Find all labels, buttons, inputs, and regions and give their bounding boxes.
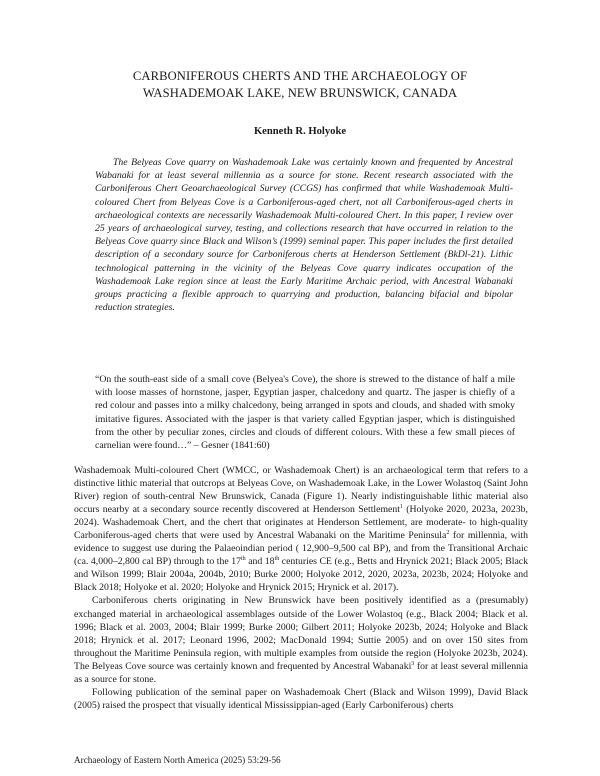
footnote-marker[interactable]: 3: [411, 660, 415, 667]
article-title: [60, 68, 540, 102]
paragraph-1: Washademoak Multi-coloured Chert (WMCC, or Washademoak Chert) is an archaeological term that refers to a distinctive lithic material that outcrops at Belyeas Cove, on Washademoak Lake, in the Lower Wolastoq (Saint John River) region of south-central New Brunswick, Canada (Figure 1). Nearly indistinguishable lithic material also occurs nearby at a secondary source recently discovered at Henderson Settlement$^1$ (Holyoke 2020, 2023a, 2023b, 2024). Washademoak Chert, and the chert that originates at Henderson Settlement, are moderate- to high-quality Carboniferous-aged cherts that were used by Ancestral Wabanaki on the Maritime Peninsula$^2$ for millennia, with evidence to suggest use during the Palaeoindian period ( 12,900–9,500 cal BP), and from the Transitional Archaic (ca. 4,000–2,800 cal BP) through to the 17th and 18th centuries CE (e.g., Betts and Hrynick 2021; Black 2005; Black and Wilson 1999; Blair 2004a, 2004b, 2010; Burke 2000; Holyoke 2012, 2020, 2023a, 2023b, 2024; Holyoke and Black 2018; Holyoke et al. 2020; Holyoke and Hrynick 2015; Hrynick et al. 2017).: [74, 465, 529, 594]
paragraph-2: Carboniferous cherts originating in New Brunswick have been positively identified as a (presumably) exchanged material in archaeological assemblages outside of the Lower Wolastoq (e.g., Black 2004; Black et al. 1996; Black et al. 2003, 2004; Blair 1999; Burke 2000; Gilbert 2011; Holyoke 2023b, 2024; Holyoke and Black 2018; Hrynick et al. 2017; Leonard 1996, 2002; MacDonald 1994; Suttie 2005) and on over 150 sites from throughout the Maritime Peninsula region, with multiple examples from outside the region (Holyoke 2023b, 2024). The Belyeas Cove source was certainly known and frequented by Ancestral Wabanaki$^3$ for at least several millennia as a source for stone.: [74, 595, 528, 685]
body-text: [74, 464, 528, 712]
title-line-1: CARBONIFEROUS CHERTS AND THE ARCHAEOLOGY OF: [132, 69, 468, 83]
author-name: Kenneth R. Holyoke: [253, 126, 347, 137]
footnote-marker[interactable]: 1: [399, 503, 403, 510]
footnote-marker[interactable]: 2: [446, 529, 450, 536]
abstract: The Belyeas Cove quarry on Washademoak Lake was certainly known and frequented by Ancestral Wabanaki for at least several millennia as a source for stone. Recent research associated with the Carboniferous Chert Geoarchaeological Survey (CCGS) has confirmed that while Washademoak Multi-coloured Chert from Belyeas Cove is a Carboniferous-aged chert, not all Carboniferous-aged cherts in archaeological contexts are necessarily Washademoak Multi-coloured Chert. In this paper, I review over 25 years of archaeological survey, testing, and collections research that have occurred in relation to the Belyeas Cove quarry since Black and Wilson’s (1999) seminal paper. This paper includes the first detailed description of a secondary source for Carboniferous cherts at Henderson Settlement (BkDl-21). Lithic technological patterning in the vicinity of the Belyeas Cove quarry indicates occupation of the Washademoak Lake region since at least the Early Maritime Archaic period, with Ancestral Wabanaki groups practicing a flexible approach to quarrying and production, balancing bifacial and bipolar reduction strategies.: [95, 157, 513, 314]
title-line-2: WASHADEMOAK LAKE, NEW BRUNSWICK, CANADA: [142, 86, 458, 100]
journal-citation-footer: Archaeology of Eastern North America (2025) 53:29-56: [74, 755, 281, 765]
paragraph-3: Following publication of the seminal paper on Washademoak Chert (Black and Wilson 1999), David Black (2005) raised the prospect that visually identical Mississippian-aged (Early Carboniferous) cherts: [74, 686, 528, 711]
epigraph-quote: “On the south-east side of a small cove (Belyea's Cove), the shore is strewed to the distance of half a mile with loose masses of hornstone, jasper, Egyptian jasper, chalcedony and quartz. The jasper is chiefly of a red colour and passes into a milky chalcedony, being arranged in spots and clouds, and shaded with smoky imitative figures. Associated with the jasper is that variety called Egyptian jasper, which is distinguished from the other by peculiar zones, circles and clouds of different colours. With these a few small pieces of carnelian were found…” – Gesner (1841:60): [95, 374, 515, 452]
